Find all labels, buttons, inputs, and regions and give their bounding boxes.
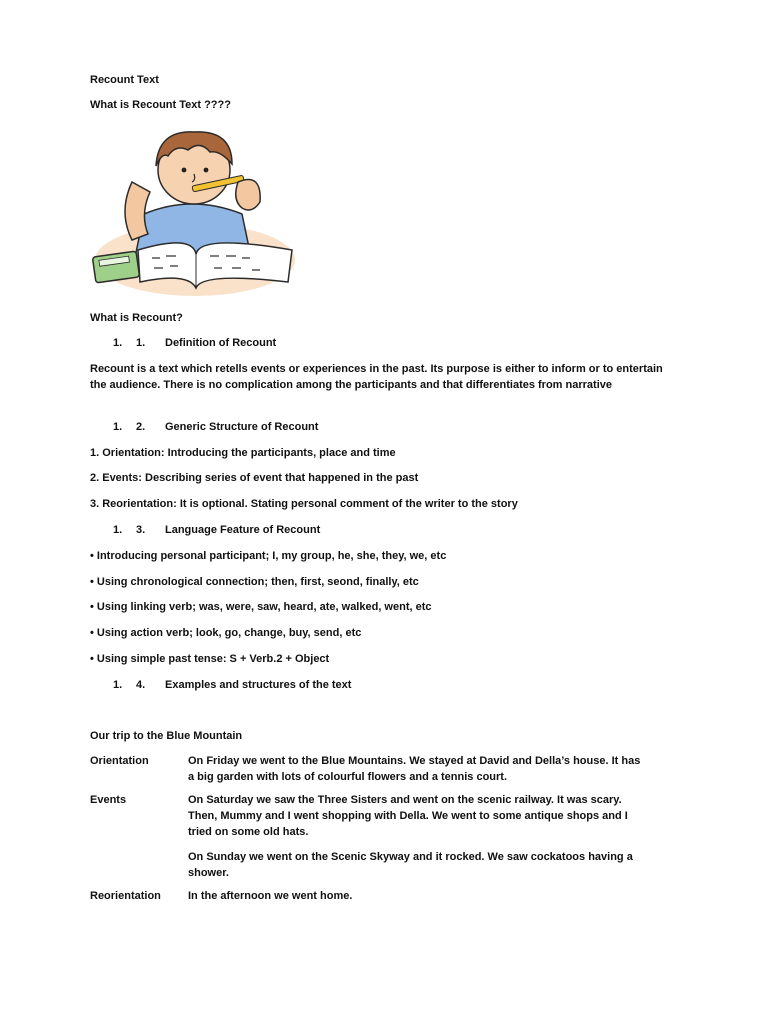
feature-bullet: • Using action verb; look, go, change, buy, send, etc — [90, 627, 362, 639]
section-number-inner: 1. — [136, 337, 146, 349]
student-reading-illustration — [92, 122, 298, 298]
section-number-outer: 1. — [113, 421, 123, 433]
feature-bullet: • Using simple past tense: S + Verb.2 + Object — [90, 653, 330, 665]
section-number-outer: 1. — [113, 524, 123, 536]
what-is-recount-heading: What is Recount? — [90, 312, 183, 324]
feature-bullet: • Using linking verb; was, were, saw, heard, ate, walked, went, etc — [90, 601, 432, 613]
events-text: On Saturday we saw the Three Sisters and went on the scenic railway. It was scary. Then, Mummy and I went shopping with Della. We went to some antique shops and I tried on some old hats. — [188, 794, 628, 838]
doc-title: Recount Text — [90, 74, 159, 86]
example-title: Our trip to the Blue Mountain — [90, 730, 243, 742]
orientation-text: On Friday we went to the Blue Mountains. We stayed at David and Della’s house. It has a big garden with lots of colourful flowers and a tennis court. — [188, 755, 641, 783]
section-number-inner: 2. — [136, 421, 146, 433]
section-heading: Language Feature of Recount — [165, 524, 321, 536]
feature-bullet: • Using chronological connection; then, first, seond, finally, etc — [90, 576, 419, 588]
section-number-outer: 1. — [113, 679, 123, 691]
reorientation-label: Reorientation — [90, 890, 161, 902]
section-heading: Examples and structures of the text — [165, 679, 352, 691]
feature-bullet: • Introducing personal participant; I, my group, he, she, they, we, etc — [90, 550, 447, 562]
section-number-outer: 1. — [113, 337, 123, 349]
doc-question: What is Recount Text ???? — [90, 99, 231, 111]
section-heading: Generic Structure of Recount — [165, 421, 319, 433]
orientation-label: Orientation — [90, 755, 149, 767]
section-heading: Definition of Recount — [165, 337, 277, 349]
section-number-inner: 4. — [136, 679, 146, 691]
structure-item: 3. Reorientation: It is optional. Stating personal comment of the writer to the story — [90, 498, 518, 510]
events-label: Events — [90, 794, 127, 806]
structure-item: 2. Events: Describing series of event that happened in the past — [90, 472, 419, 484]
events-text: On Sunday we went on the Scenic Skyway and it rocked. We saw cockatoos having a shower. — [188, 851, 633, 879]
definition-paragraph: Recount is a text which retells events or experiences in the past. Its purpose is either to inform or to entertain the audience. There is no complication among the participants and that differentiates from narrative — [90, 363, 663, 391]
reorientation-text: In the afternoon we went home. — [188, 890, 353, 902]
structure-item: 1. Orientation: Introducing the participants, place and time — [90, 447, 396, 459]
section-number-inner: 3. — [136, 524, 146, 536]
